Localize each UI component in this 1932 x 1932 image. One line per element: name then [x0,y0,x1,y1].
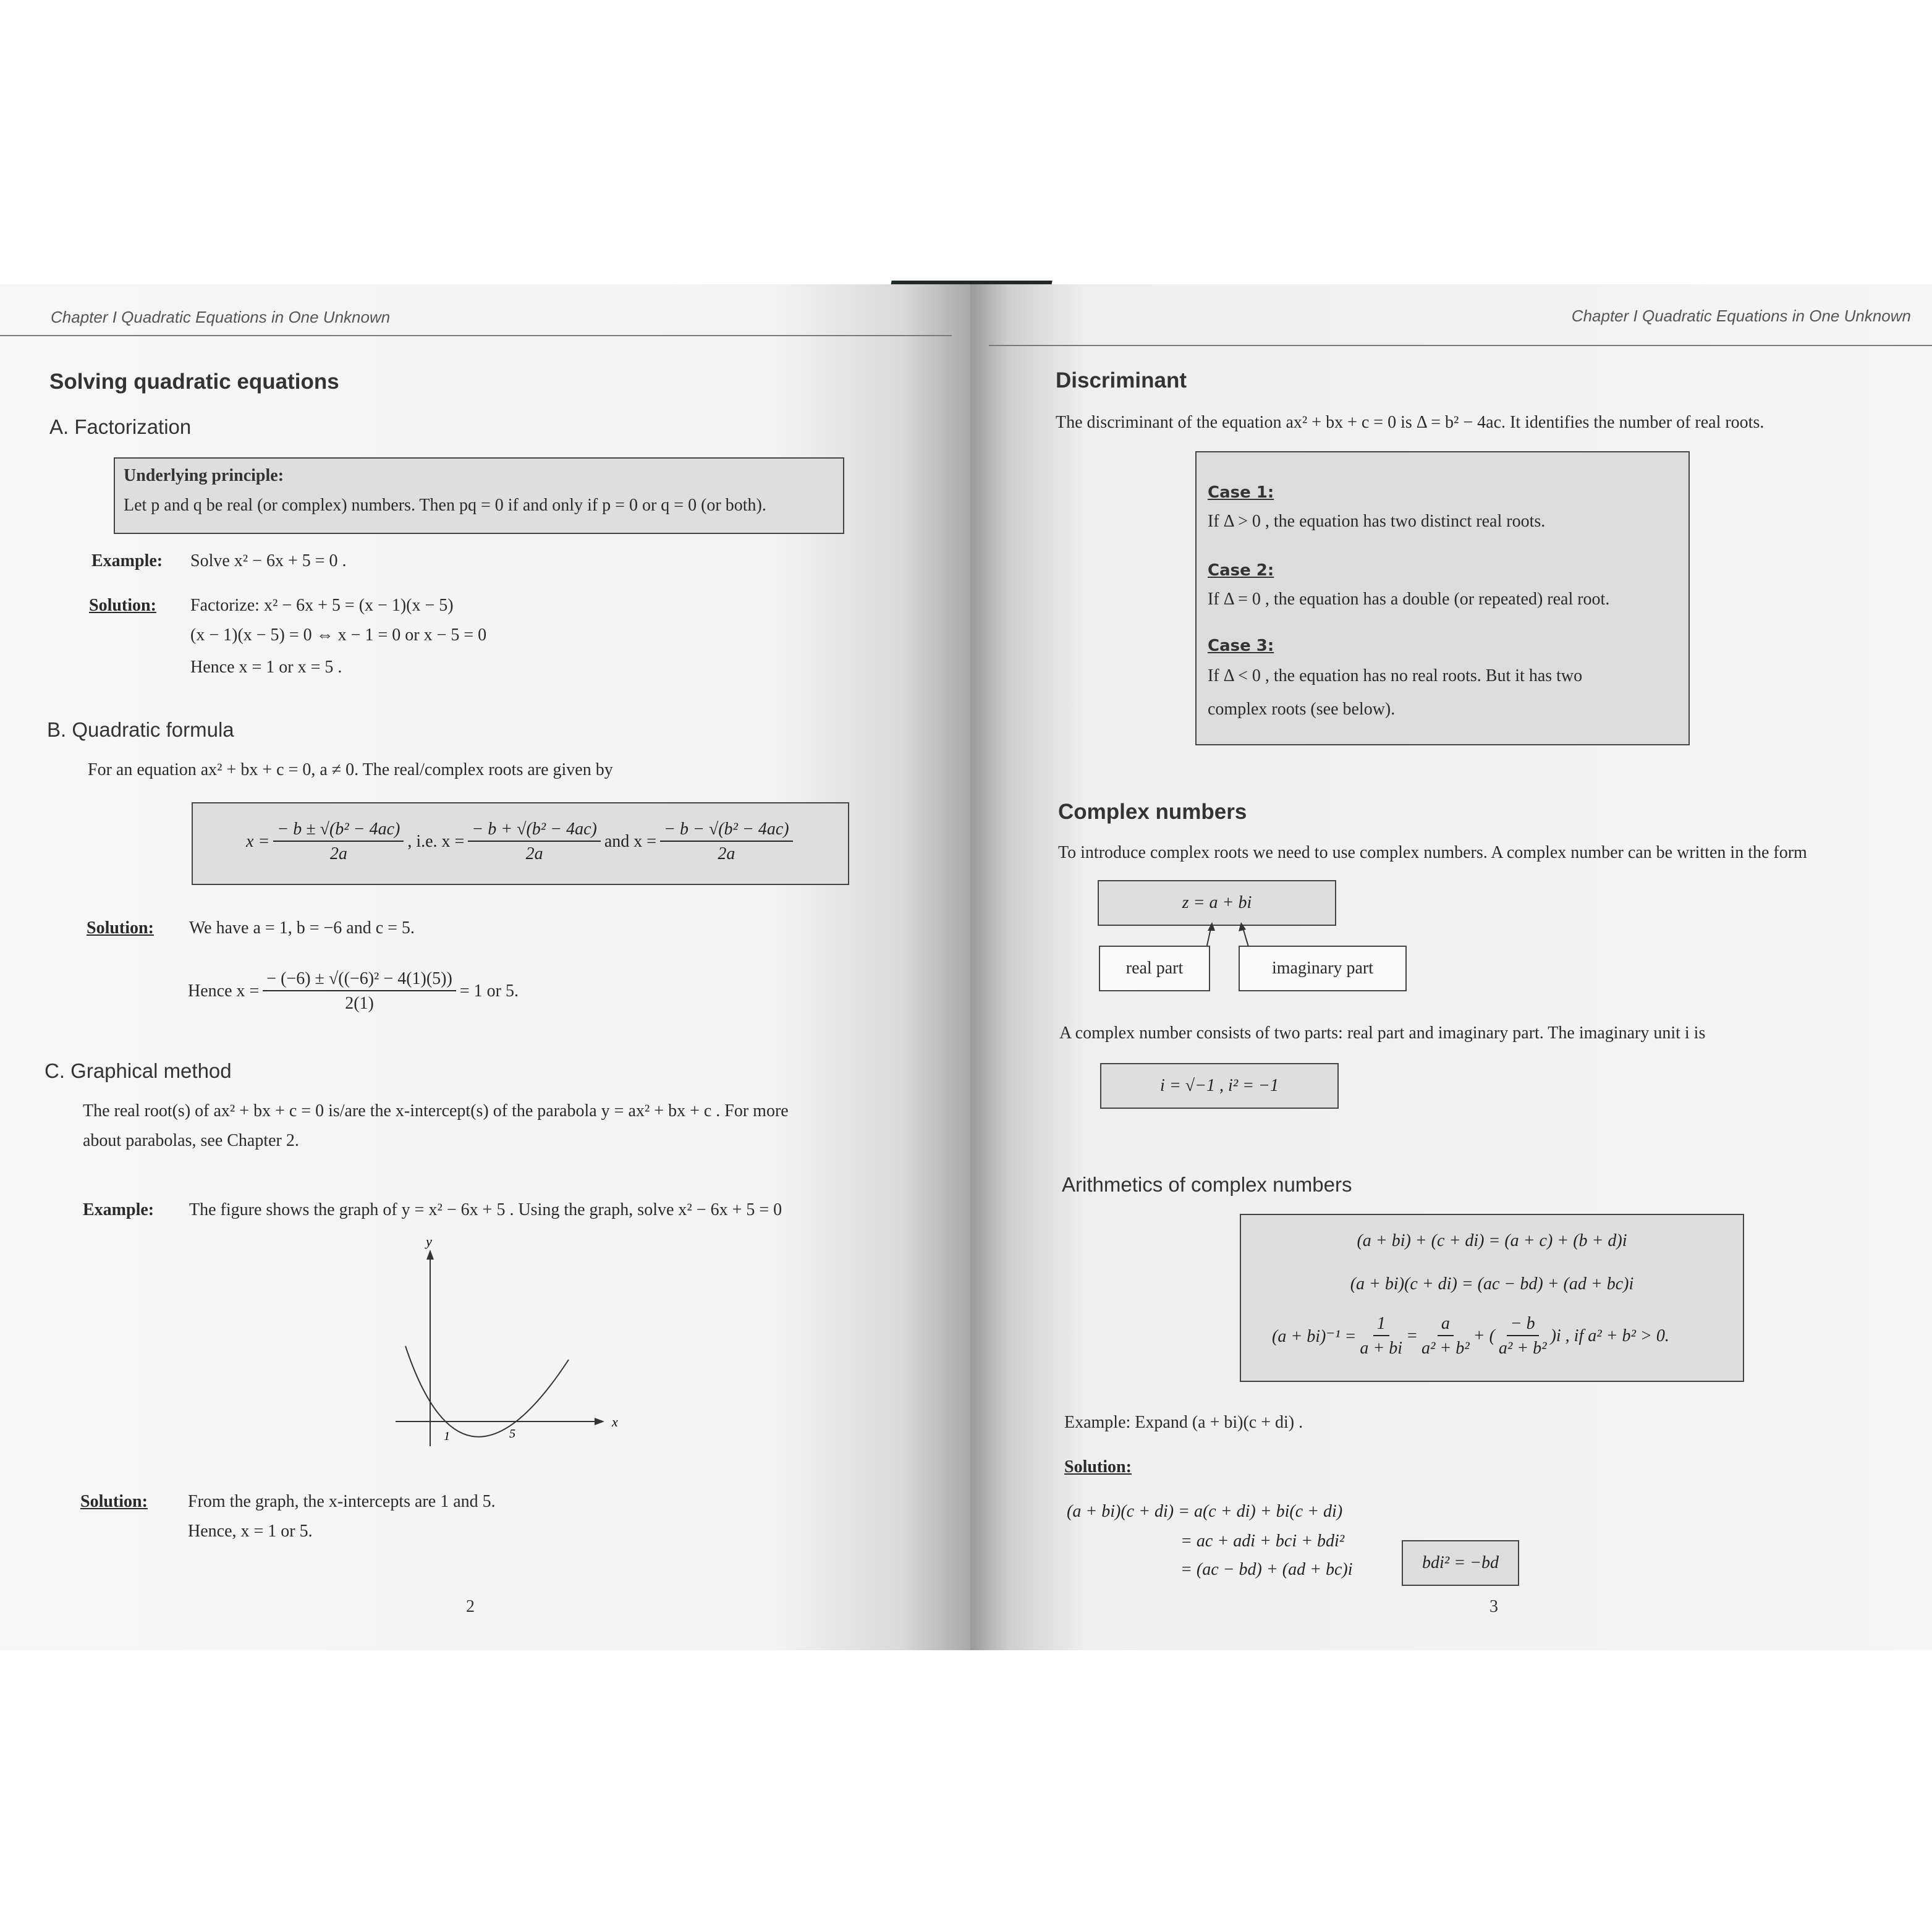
page-title: Solving quadratic equations [49,370,339,394]
inverse-rule [1272,1314,1669,1358]
case-2-text: If Δ = 0 , the equation has a double (or repeated) real root. [1208,590,1610,609]
fraction-denominator: 2a [718,844,735,863]
case-1-text: If Δ > 0 , the equation has two distinct real roots. [1208,512,1546,531]
page-number: 2 [466,1597,475,1616]
inverse-lhs: (a + bi)⁻¹ = [1272,1327,1357,1346]
solution-label: Solution: [89,596,156,615]
running-header: Chapter I Quadratic Equations in One Unknown [51,308,391,326]
fraction-denominator: 2a [329,844,347,863]
imaginary-unit: i = √−1 , i² = −1 [1160,1076,1279,1095]
solution-formula [188,969,519,1014]
expansion-line: = ac + adi + bci + bdi² [1180,1532,1345,1551]
header-rule [0,335,952,336]
fraction-denominator: a² + b² [1498,1339,1547,1358]
right-page [970,284,1932,1650]
discriminant-intro: The discriminant of the equation ax² + bx + c = 0 is Δ = b² − 4ac. It identifies the number of real roots. [1056,413,1765,432]
x-tick-label: 1 [444,1430,450,1443]
parabola-graph [383,1236,618,1459]
complex-form-box [1098,880,1336,926]
example-label: Example: [91,551,163,570]
real-part-label: real part [1125,959,1184,978]
fraction-numerator: − (−6) ± √((−6)² − 4(1)(5)) [263,969,456,991]
header-rule [989,345,1932,346]
section-a-heading: A. Factorization [49,415,192,438]
formula-ie: , i.e. x = [407,832,465,851]
cases-box [1195,451,1690,745]
imaginary-part-label: imaginary part [1271,959,1374,978]
solution-line: (x − 1)(x − 5) = 0 ⇔ x − 1 = 0 or x − 5 = 0 [190,625,487,645]
fraction-numerator: − b − √(b² − 4ac) [660,820,793,842]
inverse-fraction [1499,1314,1547,1358]
formula-fraction [273,820,404,864]
case-2-title: Case 2: [1208,561,1274,580]
fraction-denominator: a² + b² [1421,1339,1470,1358]
complex-title: Complex numbers [1058,800,1247,824]
y-axis-label: y [426,1236,432,1249]
y-axis-arrow [426,1250,434,1260]
case-3-title: Case 3: [1208,637,1274,655]
discriminant-title: Discriminant [1056,368,1187,392]
solution-line: Factorize: x² − 6x + 5 = (x − 1)(x − 5) [190,596,454,615]
formula-result: = 1 or 5. [459,981,519,1001]
fraction-numerator: a [1438,1314,1454,1336]
solution-line: From the graph, the x-intercepts are 1 and 5. [188,1492,496,1511]
inverse-fraction [1421,1314,1470,1358]
fraction-numerator: − b ± √(b² − 4ac) [273,820,404,842]
principle-text: Let p and q be real (or complex) numbers. Then pq = 0 if and only if p = 0 or q = 0 (or both). [124,496,766,515]
fraction-denominator: 2a [525,844,543,863]
formula-fraction [468,820,601,864]
fraction-numerator: 1 [1373,1314,1389,1336]
arithmetic-box [1240,1214,1744,1382]
x-tick-label: 5 [509,1427,515,1441]
running-header: Chapter I Quadratic Equations in One Unknown [1571,307,1911,325]
fraction-numerator: − b [1507,1314,1539,1336]
imaginary-part-box [1239,946,1407,991]
formula-lhs: x = [246,832,270,851]
solution-label: Solution: [87,918,154,938]
solution-line: We have a = 1, b = −6 and c = 5. [189,918,415,938]
x-axis-arrow [595,1418,604,1425]
section-c-heading: C. Graphical method [44,1059,232,1082]
case-1-title: Case 1: [1208,483,1274,502]
solution-label: Solution: [80,1492,148,1511]
solution-label: Solution: [1064,1457,1132,1477]
arithmetic-title: Arithmetics of complex numbers [1062,1173,1352,1196]
page-number: 3 [1489,1597,1498,1616]
principle-title: Underlying principle: [124,466,284,485]
book-spread [0,284,1932,1650]
arithmetic-example: Example: Expand (a + bi)(c + di) . [1064,1413,1303,1432]
quadratic-formula [246,820,797,864]
complex-intro: To introduce complex roots we need to use complex numbers. A complex number can be written in the form [1058,843,1807,862]
graphical-intro: The real root(s) of ax² + bx + c = 0 is/are the x-intercept(s) of the parabola y = ax² + bx + c . For more [83,1101,789,1121]
fraction-denominator: 2(1) [345,994,374,1013]
product-rule: (a + bi)(c + di) = (ac − bd) + (ad + bc)i [1350,1274,1634,1294]
formula-fraction [263,969,456,1014]
example-text: Solve x² − 6x + 5 = 0 . [190,551,347,570]
imaginary-unit-box [1100,1063,1339,1109]
left-page [0,284,970,1650]
fraction-denominator: a + bi [1360,1339,1403,1358]
expansion-line: (a + bi)(c + di) = a(c + di) + bi(c + di) [1067,1502,1343,1521]
sum-rule: (a + bi) + (c + di) = (a + c) + (b + d)i [1357,1231,1627,1250]
complex-form: z = a + bi [1182,893,1252,912]
note-text: bdi² = −bd [1422,1553,1499,1572]
inverse-fraction [1360,1314,1402,1358]
solution-line: Hence x = 1 or x = 5 . [190,658,342,677]
graphical-intro: about parabolas, see Chapter 2. [83,1131,299,1150]
formula-and: and x = [604,832,657,851]
equals-sign: = [1406,1326,1418,1345]
case-3-text: If Δ < 0 , the equation has no real roots. But it has two [1208,666,1583,685]
plus-sign: + ( [1473,1326,1495,1345]
principle-box [114,457,844,534]
section-b-heading: B. Quadratic formula [47,718,234,741]
quadratic-formula-box [192,802,849,885]
complex-parts-text: A complex number consists of two parts: real part and imaginary part. The imaginary unit i is [1059,1023,1706,1043]
fraction-numerator: − b + √(b² − 4ac) [468,820,601,842]
inverse-tail: )i , if a² + b² > 0. [1550,1326,1669,1345]
formula-fraction [660,820,793,864]
expansion-line: = (ac − bd) + (ad + bc)i [1180,1560,1353,1579]
example-text: The figure shows the graph of y = x² − 6x + 5 . Using the graph, solve x² − 6x + 5 = 0 [189,1200,782,1219]
solution-line: Hence, x = 1 or 5. [188,1522,313,1541]
formula-intro: For an equation ax² + bx + c = 0, a ≠ 0. The real/complex roots are given by [88,760,613,779]
case-3-text: complex roots (see below). [1208,700,1396,719]
real-part-box [1099,946,1210,991]
note-box [1402,1540,1519,1586]
example-label: Example: [83,1200,155,1219]
formula-lhs: Hence x = [188,981,260,1001]
x-axis-label: x [612,1414,618,1430]
